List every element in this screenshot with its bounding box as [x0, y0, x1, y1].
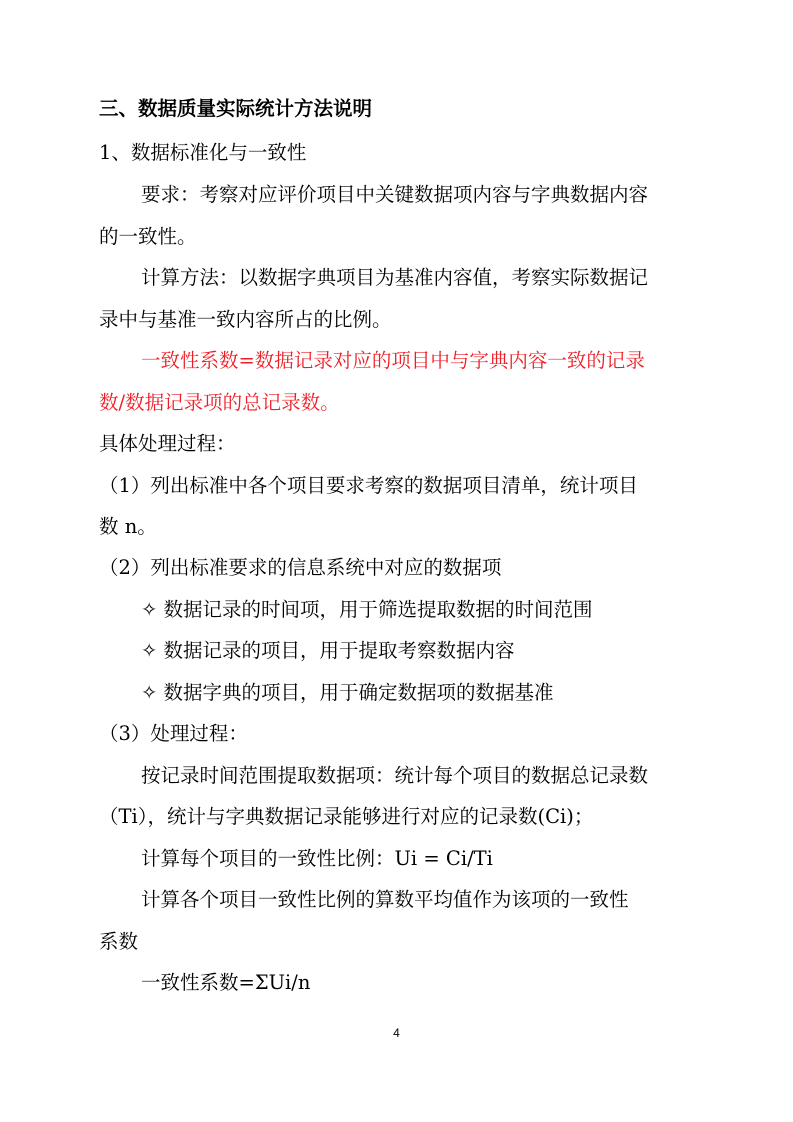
- method-line-1: 计算方法：以数据字典项目为基准内容值，考察实际数据记: [141, 266, 649, 289]
- subsection-title: 1、数据标准化与一致性: [99, 141, 307, 164]
- section-heading: 三、数据质量实际统计方法说明: [99, 97, 373, 120]
- step2-title: （2）列出标准要求的信息系统中对应的数据项: [99, 556, 502, 579]
- page-number: 4: [393, 1026, 400, 1040]
- step2-bullet: ✧ 数据字典的项目，用于确定数据项的数据基准: [141, 681, 554, 704]
- step1-line-2: 数 n。: [99, 515, 157, 538]
- step1-line-1: （1）列出标准中各个项目要求考察的数据项目清单，统计项目: [99, 474, 638, 497]
- process-title: 具体处理过程：: [99, 432, 236, 455]
- step3-p4: 一致性系数=ΣUi/n: [141, 971, 311, 994]
- step3-p1-line-1: 按记录时间范围提取数据项：统计每个项目的数据总记录数: [141, 764, 649, 787]
- formula-red-line-1: 一致性系数=数据记录对应的项目中与字典内容一致的记录: [141, 349, 645, 372]
- step2-bullet: ✧ 数据记录的时间项，用于筛选提取数据的时间范围: [141, 598, 593, 621]
- method-line-2: 录中与基准一致内容所占的比例。: [99, 308, 392, 331]
- requirement-line-1: 要求：考察对应评价项目中关键数据项内容与字典数据内容: [141, 183, 649, 206]
- step3-p3-line-1: 计算各个项目一致性比例的算数平均值作为该项的一致性: [141, 888, 629, 911]
- step3-p2: 计算每个项目的一致性比例：Ui = Ci/Ti: [141, 847, 493, 870]
- requirement-line-2: 的一致性。: [99, 225, 197, 248]
- step3-p1-line-2: （Ti），统计与字典数据记录能够进行对应的记录数(Ci)；: [99, 805, 594, 828]
- step3-p3-line-2: 系数: [99, 930, 139, 953]
- formula-red-line-2: 数/数据记录项的总记录数。: [99, 391, 340, 414]
- step3-title: （3）处理过程：: [99, 722, 248, 745]
- step2-bullet: ✧ 数据记录的项目，用于提取考察数据内容: [141, 639, 515, 662]
